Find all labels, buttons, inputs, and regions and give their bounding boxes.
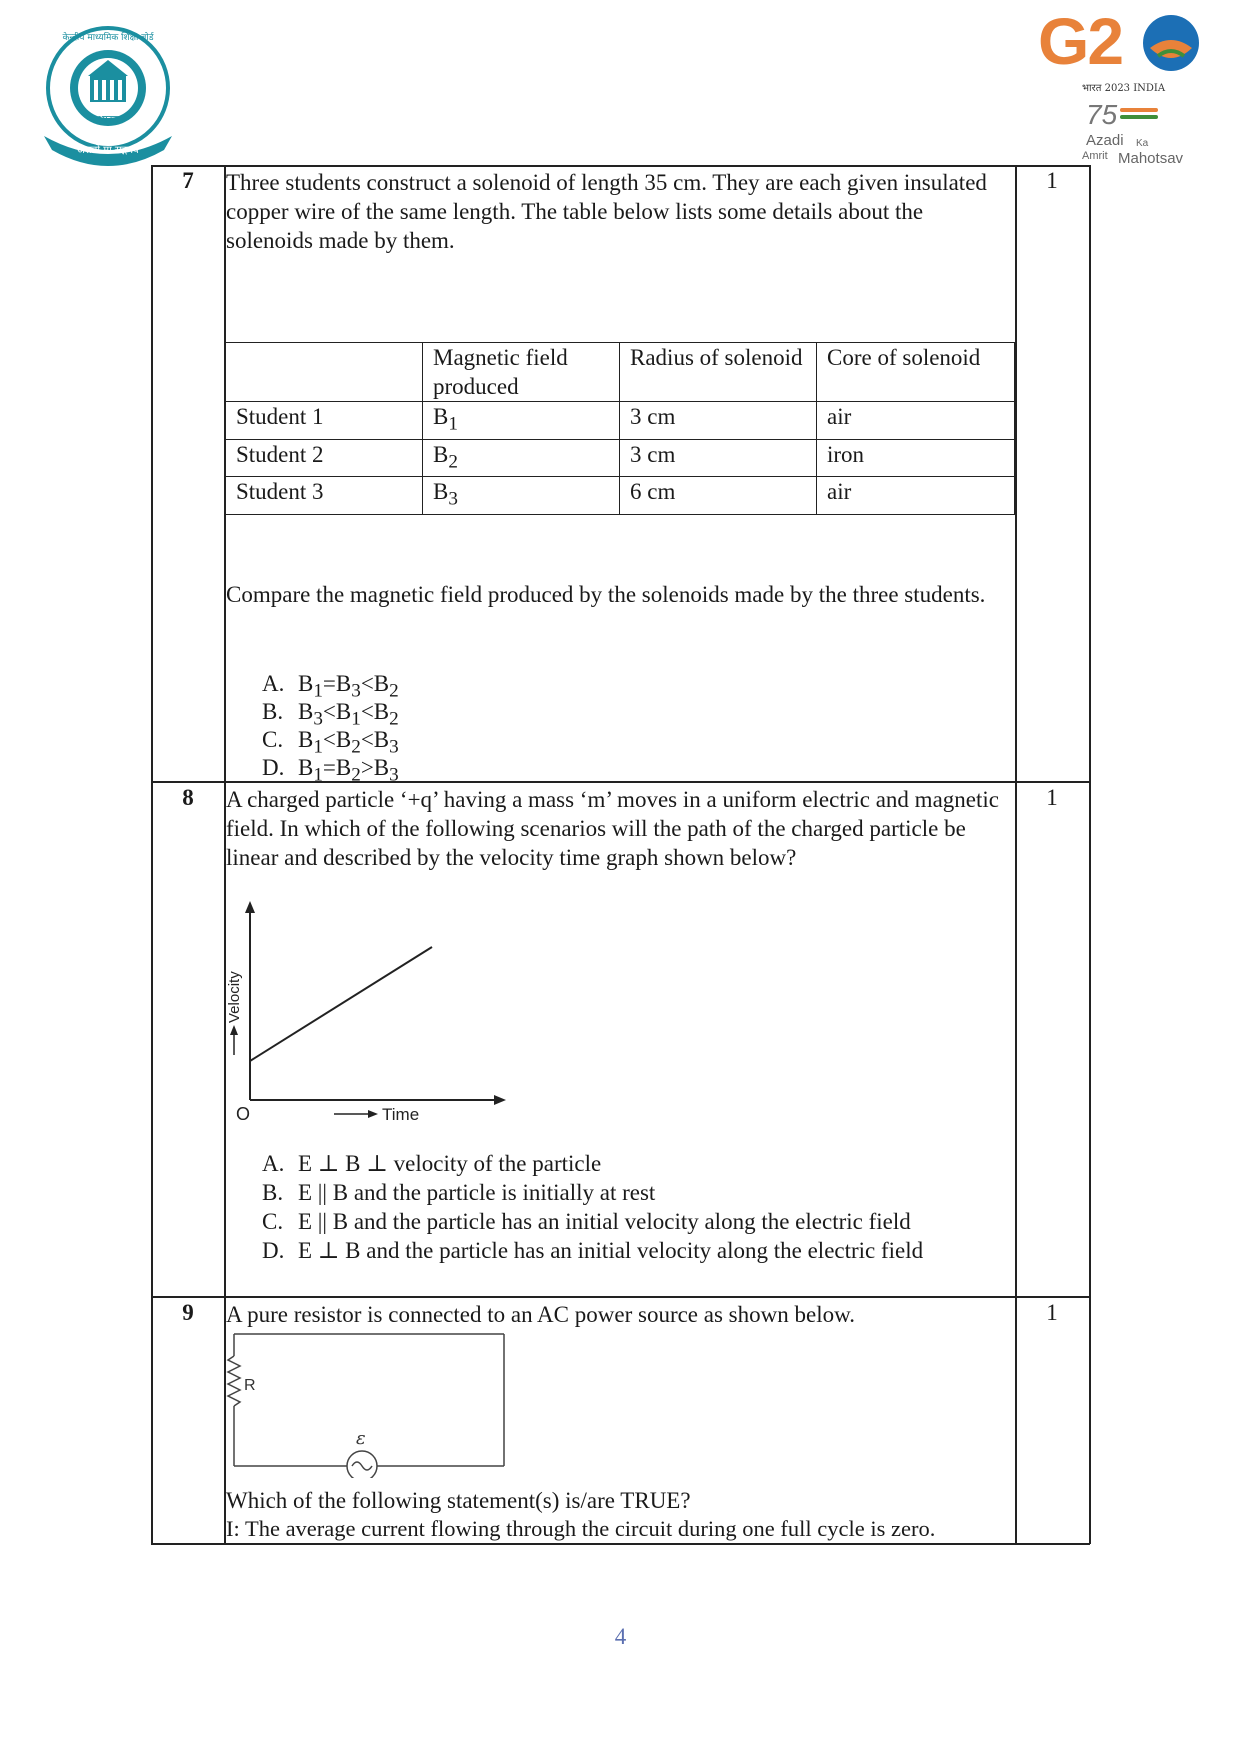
option-b: B. $B_3<B_1<B_2$: [262, 699, 399, 730]
table-header: Magnetic field produced: [423, 343, 620, 402]
resistor-label: R: [244, 1377, 256, 1394]
grid-col-divider: [1015, 165, 1017, 1544]
velocity-time-graph: [222, 895, 512, 1130]
globe-icon: [1140, 12, 1202, 74]
question-prompt: Compare the magnetic field produced by the solenoids made by the three students.: [226, 582, 986, 607]
amrit-line1: Azadi: [1086, 132, 1124, 149]
cbse-logo-country: भारत: [97, 113, 119, 126]
cbse-logo-motto: असतो मा सद्गमय: [77, 145, 139, 156]
ac-circuit-diagram: [224, 1328, 514, 1478]
graph-y-label: Velocity: [226, 971, 243, 1023]
amrit-number: 75: [1086, 99, 1118, 130]
core-cell: air: [817, 402, 1015, 440]
field-cell: $B_1$: [423, 402, 620, 440]
option-c: C. E || B and the particle has an initial velocity along the electric field: [262, 1209, 911, 1234]
graph-origin-label: O: [236, 1104, 251, 1124]
table-header-row: [226, 343, 1015, 402]
question-marks: 1: [1046, 785, 1058, 810]
grid-right-border: [1089, 165, 1091, 1544]
question-text: Three students construct a solenoid of length 35 cm. They are each given insulated copper wire of the same length. The table below lists some details about the solenoids made by them.: [226, 170, 987, 253]
option-c: C. $B_1<B_2<B_3$: [262, 727, 399, 758]
amrit-line2: Amrit: [1082, 150, 1108, 162]
table-row: [226, 402, 1015, 440]
amrit-flag-icon: [1120, 108, 1158, 122]
field-cell: $B_3$: [423, 477, 620, 515]
grid-bottom-border: [151, 1543, 1090, 1545]
solenoid-table: [225, 342, 1015, 515]
question-text: A charged particle ‘+q’ having a mass ‘m’ moves in a uniform electric and magnetic field. In which of the following scenarios will the path of the charged particle be linear and described by the velocity time graph shown below?: [226, 787, 999, 870]
table-header: [226, 343, 423, 402]
table-header: Radius of solenoid: [620, 343, 817, 402]
page-number: 4: [614, 1624, 627, 1649]
question-number: 9: [182, 1300, 194, 1325]
question-marks: 1: [1046, 1300, 1058, 1325]
g20-logo: [1036, 4, 1216, 168]
question-marks: 1: [1046, 168, 1058, 193]
option-d: D. E ⊥ B and the particle has an initial velocity along the electric field: [262, 1238, 924, 1263]
core-cell: iron: [817, 439, 1015, 477]
core-cell: air: [817, 477, 1015, 515]
question-subprompt: Which of the following statement(s) is/are TRUE?: [226, 1488, 691, 1513]
student-cell: Student 3: [226, 477, 423, 515]
question-number: 7: [182, 168, 194, 193]
option-d: D. $B_1=B_2>B_3$: [262, 755, 399, 786]
option-a: A. E ⊥ B ⊥ velocity of the particle: [262, 1151, 602, 1176]
g20-wordmark: G2: [1038, 4, 1123, 78]
statement-one: I: The average current flowing through the circuit during one full cycle is zero.: [226, 1516, 936, 1541]
source-label: ε: [356, 1428, 366, 1449]
option-a: A. $B_1=B_3<B_2$: [262, 671, 399, 702]
resistor-icon: [228, 1356, 240, 1406]
table-row: [226, 477, 1015, 515]
table-row: [226, 439, 1015, 477]
table-header: Core of solenoid: [817, 343, 1015, 402]
grid-row-divider: [151, 1296, 1090, 1298]
grid-top-border: [151, 165, 1090, 167]
student-cell: Student 2: [226, 439, 423, 477]
ac-source-icon: [347, 1451, 377, 1478]
radius-cell: 3 cm: [620, 402, 817, 440]
radius-cell: 3 cm: [620, 439, 817, 477]
radius-cell: 6 cm: [620, 477, 817, 515]
grid-left-border: [151, 165, 153, 1544]
cbse-logo: [40, 24, 176, 170]
student-cell: Student 1: [226, 402, 423, 440]
amrit-ka: Ka: [1136, 138, 1149, 149]
question-number: 8: [182, 785, 194, 810]
option-b: B. E || B and the particle is initially at rest: [262, 1180, 656, 1205]
question-text: A pure resistor is connected to an AC power source as shown below.: [226, 1302, 855, 1327]
field-cell: $B_2$: [423, 439, 620, 477]
cbse-logo-arc-text: केन्द्रीय माध्यमिक शिक्षा बोर्ड: [62, 33, 154, 43]
graph-x-label: Time: [382, 1105, 420, 1124]
amrit-line3: Mahotsav: [1118, 150, 1184, 167]
g20-tagline: भारत 2023 INDIA: [1082, 83, 1166, 94]
